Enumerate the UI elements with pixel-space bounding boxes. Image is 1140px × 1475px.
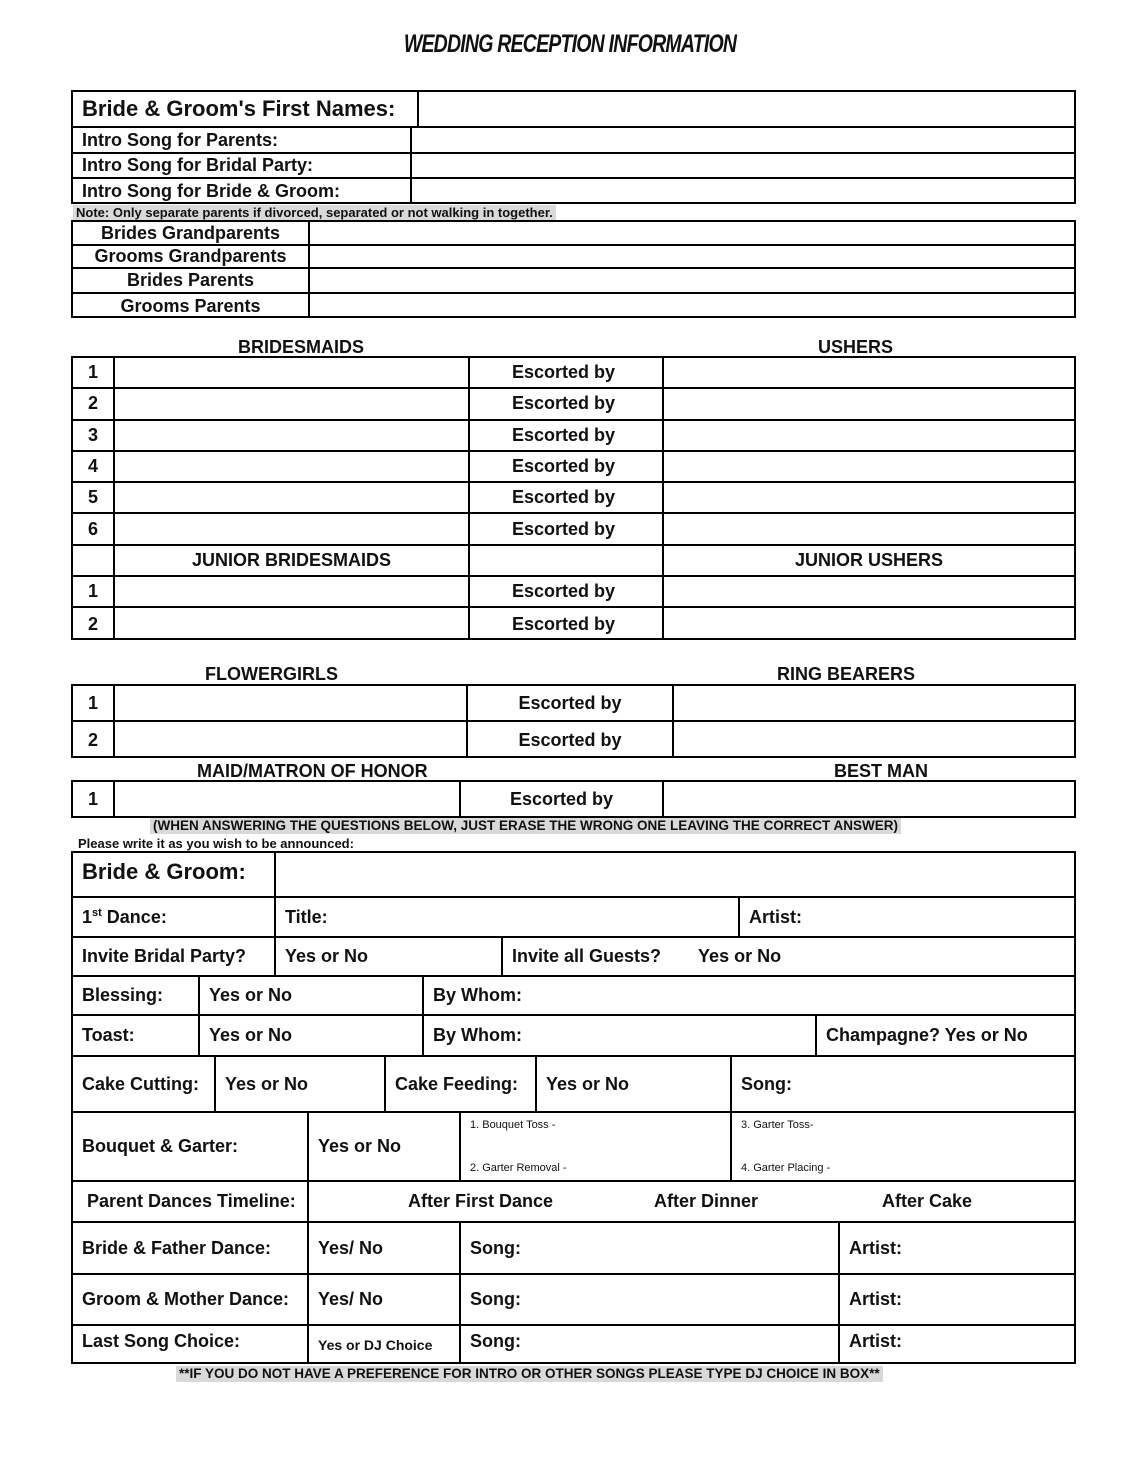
flowergirls-header: FLOWERGIRLS bbox=[205, 664, 338, 684]
ring-bearer-field[interactable] bbox=[674, 722, 1074, 758]
escorted-label: Escorted by bbox=[470, 577, 664, 606]
invite-guests-cell[interactable] bbox=[503, 938, 1074, 975]
party-row bbox=[73, 452, 1074, 483]
bridesmaid-field[interactable] bbox=[115, 514, 470, 543]
row-number: 5 bbox=[73, 483, 115, 512]
bridesmaid-field[interactable] bbox=[115, 421, 470, 450]
bride-father-label: Bride & Father Dance: bbox=[73, 1223, 309, 1273]
last-song-answer[interactable]: Yes or DJ Choice bbox=[309, 1326, 461, 1363]
junior-header-row bbox=[73, 546, 1074, 577]
champagne-answer[interactable]: Champagne? Yes or No bbox=[826, 1025, 1028, 1045]
reception-questions-table bbox=[71, 851, 1076, 1364]
last-song-artist[interactable]: Artist: bbox=[849, 1331, 902, 1351]
cake-song-field[interactable]: Song: bbox=[741, 1073, 792, 1094]
family-label: Brides Parents bbox=[73, 269, 310, 292]
row-number bbox=[73, 546, 115, 575]
bridesmaid-field[interactable] bbox=[115, 608, 470, 639]
names-table bbox=[71, 90, 1076, 204]
title-field[interactable]: Title: bbox=[276, 898, 740, 936]
intro-bg-label: Intro Song for Bride & Groom: bbox=[73, 179, 412, 204]
junior-ushers-header: JUNIOR USHERS bbox=[794, 549, 944, 570]
escorted-label: Escorted by bbox=[470, 608, 664, 639]
groom-mother-artist[interactable]: Artist: bbox=[849, 1289, 902, 1309]
groom-mother-answer[interactable]: Yes/ No bbox=[309, 1275, 461, 1324]
ring-bearers-header: RING BEARERS bbox=[777, 664, 916, 684]
garter-removal-text: 2. Garter Removal - bbox=[470, 1162, 567, 1174]
groom-mother-song[interactable]: Song: bbox=[461, 1275, 840, 1324]
intro-bridal-field[interactable] bbox=[412, 154, 1074, 177]
row-number: 1 bbox=[73, 782, 115, 816]
row-number: 2 bbox=[73, 722, 115, 758]
best-man-field[interactable] bbox=[664, 782, 1074, 816]
bouquet-toss-text: 1. Bouquet Toss - bbox=[470, 1119, 556, 1131]
party-row bbox=[73, 358, 1074, 389]
bridesmaid-field[interactable] bbox=[115, 452, 470, 481]
party-row bbox=[73, 421, 1074, 452]
artist-field[interactable]: Artist: bbox=[749, 906, 802, 927]
first-dance-cell bbox=[73, 898, 276, 936]
announce-note: Please write it as you wish to be announced: bbox=[78, 836, 354, 851]
family-field[interactable] bbox=[310, 294, 1074, 318]
bouquet-garter-label: Bouquet & Garter: bbox=[73, 1113, 309, 1180]
bouquet-garter-items-2[interactable] bbox=[732, 1113, 1074, 1180]
usher-field[interactable] bbox=[664, 452, 1074, 481]
invite-guests-label: Invite all Guests? bbox=[512, 946, 662, 966]
blessing-answer[interactable]: Yes or No bbox=[200, 977, 424, 1014]
bridesmaid-field[interactable] bbox=[115, 389, 470, 418]
after-dinner-option[interactable]: After Dinner bbox=[654, 1191, 759, 1211]
row-number: 1 bbox=[73, 686, 115, 720]
party-row bbox=[73, 577, 1074, 608]
invite-bridal-answer[interactable]: Yes or No bbox=[276, 938, 503, 975]
party-row bbox=[73, 608, 1074, 639]
groom-mother-label: Groom & Mother Dance: bbox=[73, 1275, 309, 1324]
after-first-dance-option[interactable]: After First Dance bbox=[408, 1191, 554, 1211]
escorted-label: Escorted by bbox=[470, 514, 664, 543]
bride-father-artist[interactable]: Artist: bbox=[849, 1237, 902, 1258]
usher-field[interactable] bbox=[664, 514, 1074, 543]
intro-parents-field[interactable] bbox=[412, 128, 1074, 152]
family-field[interactable] bbox=[310, 222, 1074, 244]
bride-father-answer[interactable]: Yes/ No bbox=[309, 1223, 461, 1273]
first-dance-label: 1st Dance: bbox=[82, 906, 167, 927]
bouquet-garter-items-1[interactable] bbox=[461, 1113, 732, 1180]
escorted-label: Escorted by bbox=[468, 722, 674, 758]
usher-field[interactable] bbox=[664, 389, 1074, 418]
escorted-label: Escorted by bbox=[468, 686, 674, 720]
best-man-header: BEST MAN bbox=[834, 761, 928, 781]
usher-field[interactable] bbox=[664, 483, 1074, 512]
junior-bridesmaids-header: JUNIOR BRIDESMAIDS bbox=[115, 546, 470, 575]
party-row bbox=[73, 389, 1074, 420]
last-song-label: Last Song Choice: bbox=[73, 1326, 309, 1363]
flowergirl-field[interactable] bbox=[115, 686, 468, 720]
toast-label: Toast: bbox=[73, 1016, 200, 1055]
usher-field[interactable] bbox=[664, 608, 1074, 639]
ring-bearer-field[interactable] bbox=[674, 686, 1074, 720]
escorted-label: Escorted by bbox=[470, 421, 664, 450]
cake-cutting-label: Cake Cutting: bbox=[73, 1057, 216, 1111]
cake-feeding-answer[interactable]: Yes or No bbox=[537, 1057, 732, 1111]
invite-bridal-label: Invite Bridal Party? bbox=[73, 938, 276, 975]
first-names-field[interactable] bbox=[419, 92, 1074, 126]
parents-note: Note: Only separate parents if divorced, separated or not walking in together. bbox=[73, 205, 556, 220]
instructions-note: (WHEN ANSWERING THE QUESTIONS BELOW, JUST ERASE THE WRONG ONE LEAVING THE CORRECT ANSWER) bbox=[150, 818, 901, 834]
party-row bbox=[73, 514, 1074, 545]
cake-cutting-answer[interactable]: Yes or No bbox=[216, 1057, 386, 1111]
escorted-label: Escorted by bbox=[470, 358, 664, 387]
maid-table bbox=[71, 780, 1076, 818]
family-label: Grooms Parents bbox=[73, 294, 310, 318]
family-field[interactable] bbox=[310, 269, 1074, 292]
row-number: 2 bbox=[73, 608, 115, 639]
blessing-by-whom[interactable]: By Whom: bbox=[433, 985, 522, 1005]
toast-answer[interactable]: Yes or No bbox=[200, 1016, 424, 1055]
bridesmaid-field[interactable] bbox=[115, 483, 470, 512]
row-number: 6 bbox=[73, 514, 115, 543]
row-number: 3 bbox=[73, 421, 115, 450]
usher-field[interactable] bbox=[664, 358, 1074, 387]
family-field[interactable] bbox=[310, 246, 1074, 267]
intro-bridal-label: Intro Song for Bridal Party: bbox=[73, 154, 412, 177]
blank-cell bbox=[470, 546, 664, 575]
last-song-song[interactable]: Song: bbox=[461, 1326, 840, 1363]
usher-field[interactable] bbox=[664, 577, 1074, 606]
row-number: 2 bbox=[73, 389, 115, 418]
family-label: Brides Grandparents bbox=[73, 222, 310, 244]
row-number: 1 bbox=[73, 577, 115, 606]
escorted-label: Escorted by bbox=[470, 483, 664, 512]
row-number: 1 bbox=[73, 358, 115, 387]
garter-placing-text: 4. Garter Placing - bbox=[741, 1162, 831, 1174]
bridesmaids-header: BRIDESMAIDS bbox=[238, 337, 365, 357]
intro-parents-label: Intro Song for Parents: bbox=[73, 128, 412, 152]
cake-feeding-label: Cake Feeding: bbox=[386, 1057, 537, 1111]
toast-by-whom[interactable]: By Whom: bbox=[424, 1016, 817, 1055]
escorted-label: Escorted by bbox=[470, 452, 664, 481]
bride-groom-label: Bride & Groom: bbox=[73, 853, 276, 896]
bouquet-garter-answer[interactable]: Yes or No bbox=[309, 1113, 461, 1180]
first-names-label: Bride & Groom's First Names: bbox=[73, 92, 419, 126]
ushers-header: USHERS bbox=[818, 337, 894, 357]
after-cake-option[interactable]: After Cake bbox=[882, 1191, 973, 1211]
flowergirls-table bbox=[71, 684, 1076, 758]
bridesmaid-field[interactable] bbox=[115, 358, 470, 387]
form-title: WEDDING RECEPTION INFORMATION bbox=[403, 30, 737, 58]
footer-note: **IF YOU DO NOT HAVE A PREFERENCE FOR INTRO OR OTHER SONGS PLEASE TYPE DJ CHOICE IN BOX** bbox=[176, 1366, 883, 1382]
bride-groom-field[interactable] bbox=[276, 853, 1074, 896]
family-label: Grooms Grandparents bbox=[73, 246, 310, 267]
escorted-label: Escorted by bbox=[461, 782, 664, 816]
row-number: 4 bbox=[73, 452, 115, 481]
parent-timeline-label: Parent Dances Timeline: bbox=[73, 1182, 309, 1221]
maid-header: MAID/MATRON OF HONOR bbox=[197, 761, 428, 781]
flowergirl-field[interactable] bbox=[115, 722, 468, 758]
parent-timeline-options[interactable] bbox=[309, 1182, 1074, 1221]
garter-toss-text: 3. Garter Toss- bbox=[741, 1119, 814, 1131]
usher-field[interactable] bbox=[664, 421, 1074, 450]
maid-field[interactable] bbox=[115, 782, 461, 816]
escorted-label: Escorted by bbox=[470, 389, 664, 418]
intro-bg-field[interactable] bbox=[412, 179, 1074, 204]
bridal-party-table bbox=[71, 356, 1076, 640]
bridesmaid-field[interactable] bbox=[115, 577, 470, 606]
family-table bbox=[71, 220, 1076, 318]
invite-guests-answer[interactable]: Yes or No bbox=[698, 946, 782, 966]
blessing-label: Blessing: bbox=[73, 977, 200, 1014]
party-row bbox=[73, 483, 1074, 514]
bride-father-song[interactable]: Song: bbox=[461, 1223, 840, 1273]
